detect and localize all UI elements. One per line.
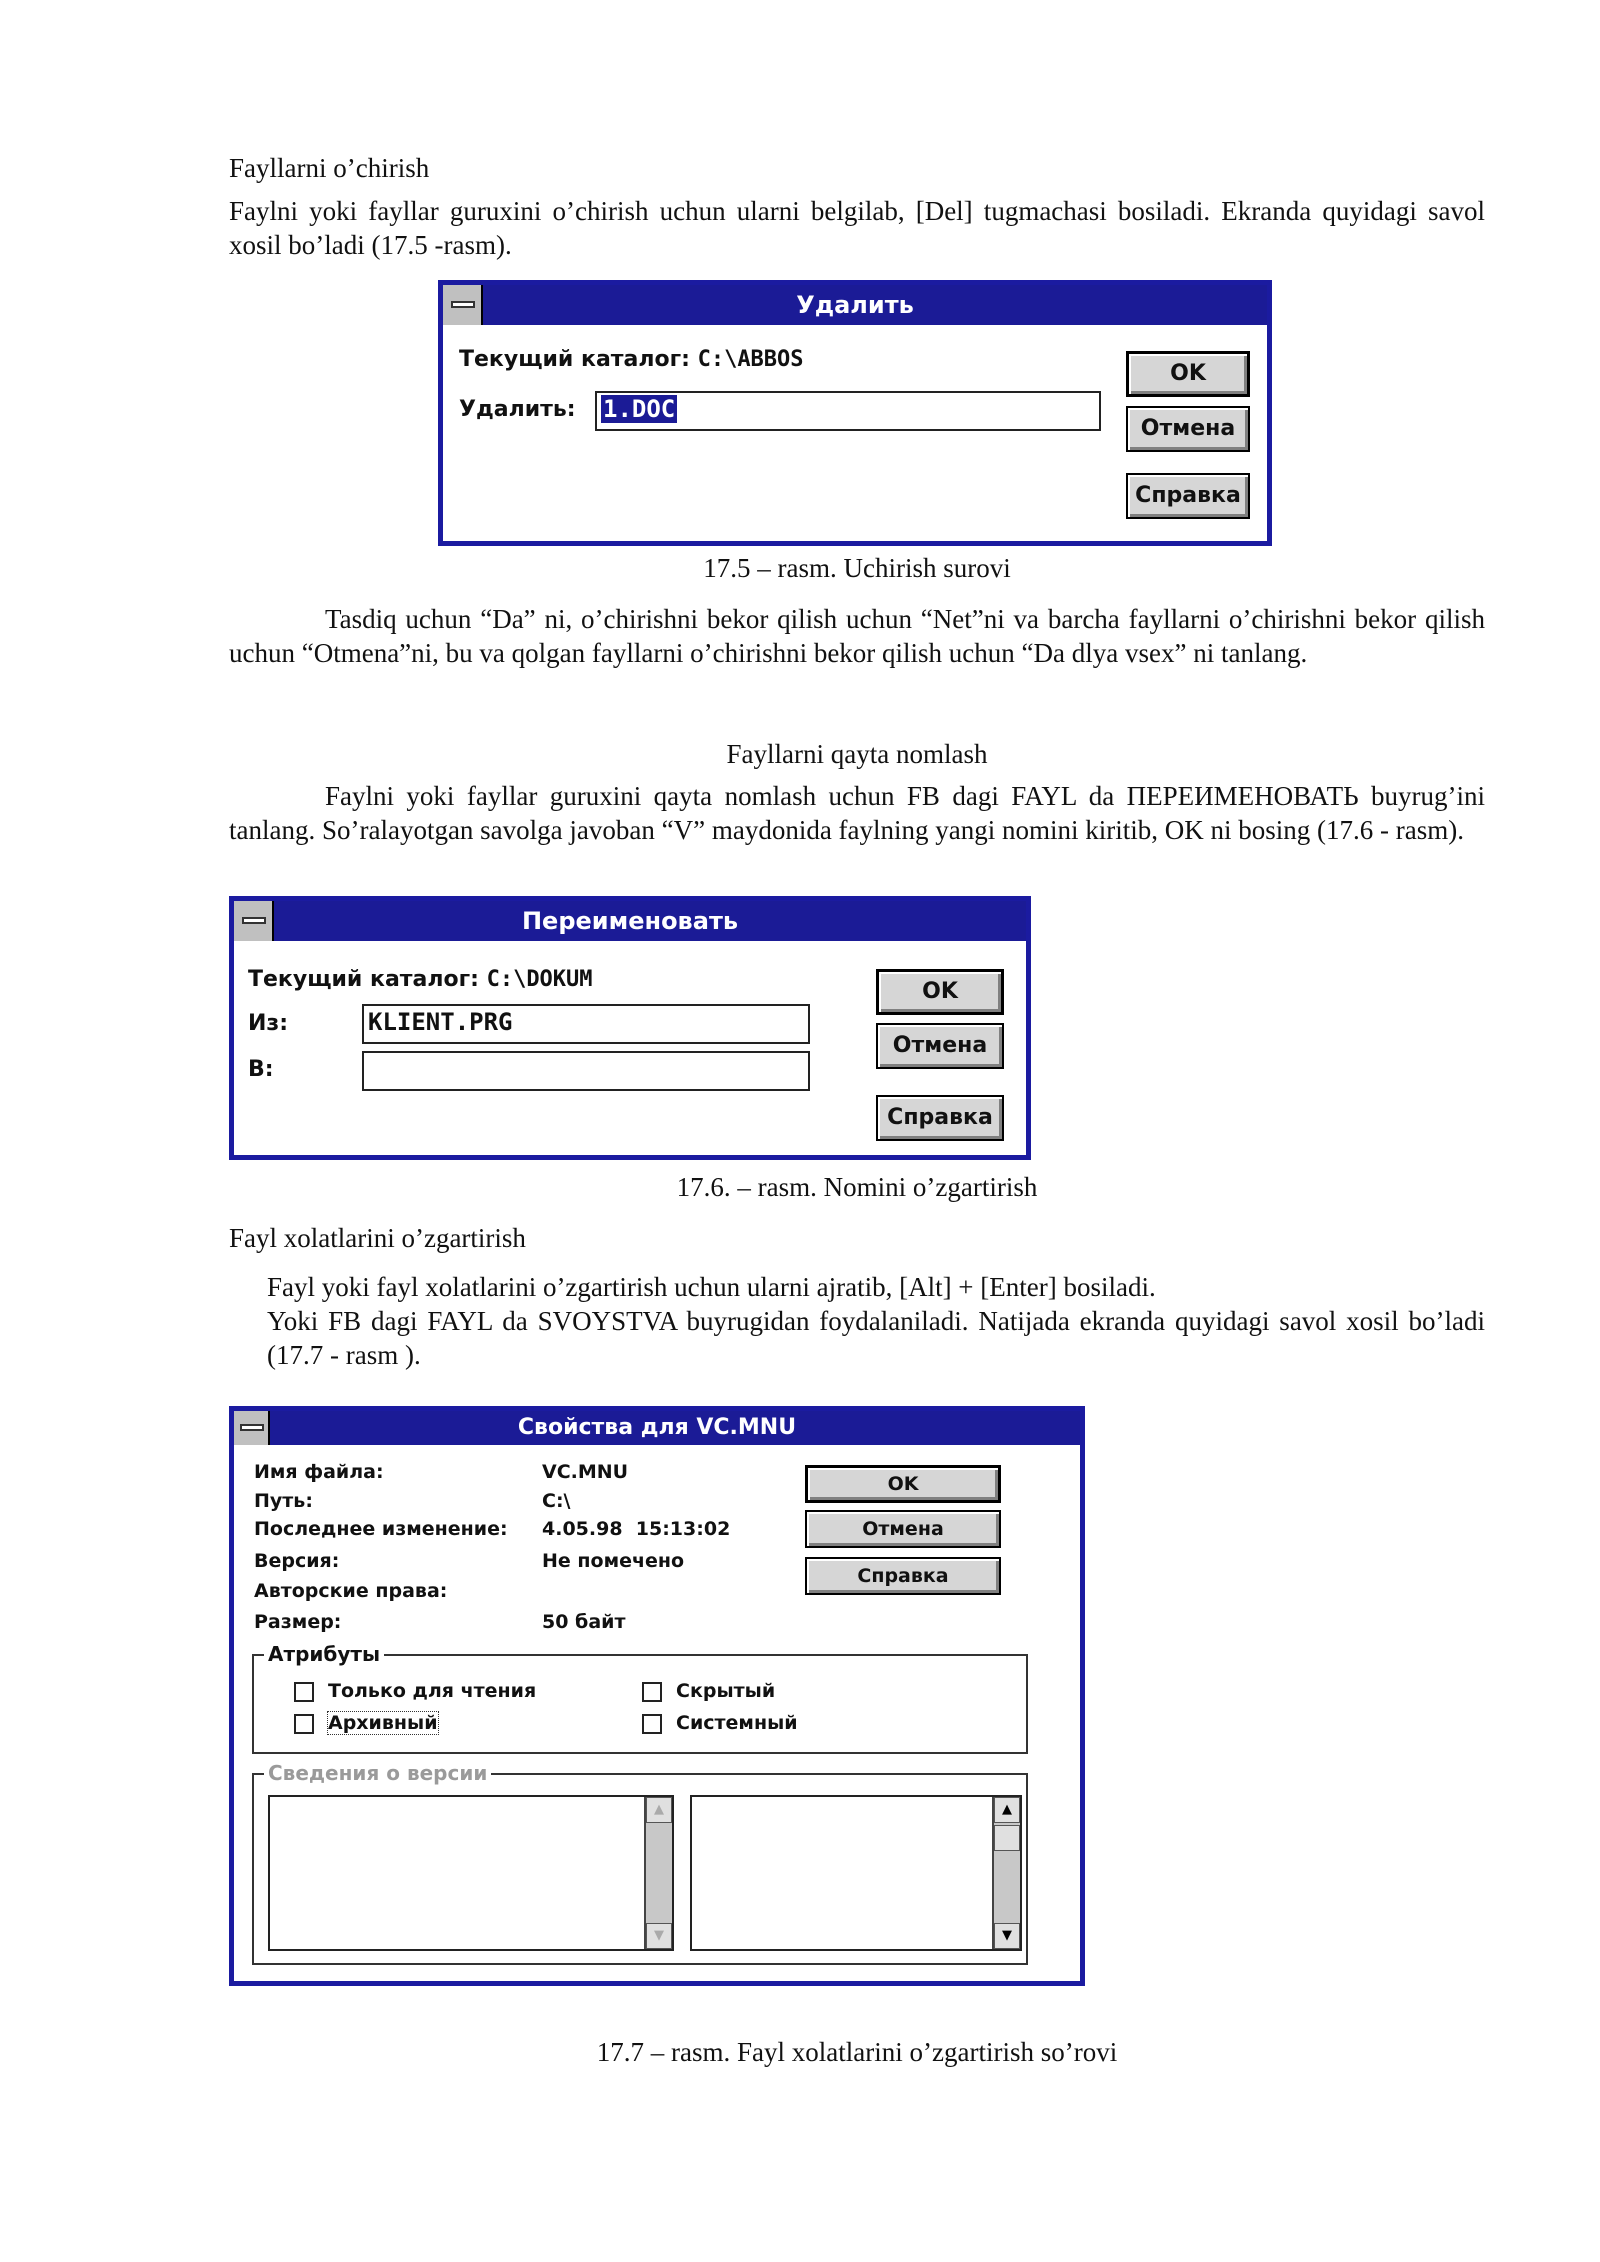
properties-dialog-title: Свойства для VC.MNU [517,1415,797,1440]
paragraph-properties-1: Fayl yoki fayl xolatlarini o’zgartirish uchun ularni ajratib, [Alt] + [Enter] bosiladi. [267,1272,1156,1302]
section-heading-delete: Fayllarni o’chirish [229,153,430,183]
system-label: Системный [676,1712,798,1734]
caption-17-7: 17.7 – rasm. Fayl xolatlarini o’zgartirish so’rovi [596,2037,1118,2067]
field-label-filename: Имя файла: [254,1461,384,1483]
current-dir-row [248,967,593,992]
readonly-checkbox[interactable] [294,1682,314,1702]
version-values-scrollbar[interactable] [992,1797,1020,1949]
field-label-copyright: Авторские права: [254,1580,448,1602]
version-values-list[interactable] [690,1795,1022,1951]
cancel-button[interactable]: Отмена [876,1023,1004,1069]
from-label: Из: [248,1011,288,1036]
field-label-path: Путь: [254,1490,313,1512]
system-checkbox[interactable] [642,1714,662,1734]
delete-dialog-titlebar [443,285,1267,325]
delete-dialog [438,280,1272,546]
attributes-group-title: Атрибуты [264,1642,384,1666]
to-label: В: [248,1057,274,1082]
current-dir-label: Текущий каталог: [248,967,479,992]
system-menu-icon[interactable] [443,285,483,325]
field-label-version: Версия: [254,1550,340,1572]
field-label-modified: Последнее изменение: [254,1518,508,1540]
rename-dialog-title: Переименовать [521,907,739,935]
scroll-up-icon[interactable]: ▲ [646,1797,672,1823]
hidden-checkbox[interactable] [642,1682,662,1702]
delete-filename-value: 1.DOC [603,395,676,423]
ok-button[interactable]: OK [805,1465,1001,1503]
paragraph-properties-2: Yoki FB dagi FAYL da SVOYSTVA buyrugidan foydalaniladi. Natijada ekranda quyidagi savol xosil bo’ladi (17.7 - rasm ). [267,1306,1485,1370]
archive-checkbox[interactable] [294,1714,314,1734]
cancel-button[interactable]: Отмена [1126,406,1250,452]
field-label-size: Размер: [254,1611,342,1633]
section-heading-rename: Fayllarni qayta nomlash [726,739,988,769]
help-button[interactable]: Справка [1126,473,1250,519]
delete-dialog-title: Удалить [796,291,914,319]
attributes-group [252,1642,1028,1754]
archive-label: Архивный [328,1712,438,1734]
scroll-down-icon[interactable]: ▼ [994,1923,1020,1949]
paragraph-rename: Faylni yoki fayllar guruxini qayta nomlash uchun FB dagi FAYL da ПЕРЕИМЕНОВАТЬ buyrug’ini tanlang. So’ralayotgan savolga javoban “V” maydonida faylning yangi nomini kiritib, OK ni bosing (17.6 - rasm). [229,781,1485,845]
delete-filename-input[interactable] [595,391,1101,431]
field-value-filename: VC.MNU [542,1461,629,1483]
version-info-group [252,1761,1028,1965]
version-keys-scrollbar[interactable] [644,1797,672,1949]
hidden-label: Скрытый [676,1680,776,1702]
current-dir-label: Текущий каталог: [459,347,690,372]
ok-button[interactable]: OK [1126,351,1250,397]
readonly-label: Только для чтения [328,1680,537,1702]
system-menu-icon[interactable] [234,1411,270,1445]
current-dir-value: C:\ABBOS [697,347,804,372]
caption-17-6: 17.6. – rasm. Nomini o’zgartirish [676,1172,1038,1202]
help-button[interactable]: Справка [805,1557,1001,1595]
from-filename-input[interactable] [362,1004,810,1044]
help-button[interactable]: Справка [876,1095,1004,1141]
rename-dialog [229,896,1031,1160]
ok-button[interactable]: OK [876,969,1004,1015]
from-filename-value: KLIENT.PRG [368,1008,513,1036]
scroll-down-icon[interactable]: ▼ [646,1923,672,1949]
scroll-thumb[interactable] [994,1825,1020,1851]
system-menu-icon[interactable] [234,901,274,941]
paragraph-delete: Faylni yoki fayllar guruxini o’chirish uchun ularni belgilab, [Del] tugmachasi bosiladi. Ekranda quyidagi savol xosil bo’ladi (17.5 -rasm). [229,196,1485,260]
section-heading-properties: Fayl xolatlarini o’zgartirish [229,1223,526,1253]
properties-dialog [229,1406,1085,1986]
field-value-size: 50 байт [542,1611,626,1633]
version-keys-list[interactable] [268,1795,674,1951]
delete-label: Удалить: [459,397,576,422]
field-value-modified: 4.05.98 15:13:02 [542,1518,731,1540]
scroll-up-icon[interactable]: ▲ [994,1797,1020,1823]
caption-17-5: 17.5 – rasm. Uchirish surovi [703,553,1011,583]
current-dir-value: C:\DOKUM [486,967,593,992]
to-filename-input[interactable] [362,1051,810,1091]
version-info-group-title: Сведения о версии [264,1761,491,1785]
rename-dialog-titlebar [234,901,1026,941]
properties-dialog-titlebar [234,1411,1080,1445]
field-value-path: C:\ [542,1490,571,1512]
field-value-version: Не помечено [542,1550,685,1572]
paragraph-delete-options: Tasdiq uchun “Da” ni, o’chirishni bekor qilish uchun “Net”ni va barcha fayllarni o’chirishni bekor qilish uchun “Otmena”ni, bu va qolgan fayllarni o’chirishni bekor qilish uchun “Da dlya vsex” ni tanlang. [229,604,1485,668]
cancel-button[interactable]: Отмена [805,1510,1001,1548]
current-dir-row [459,347,804,372]
